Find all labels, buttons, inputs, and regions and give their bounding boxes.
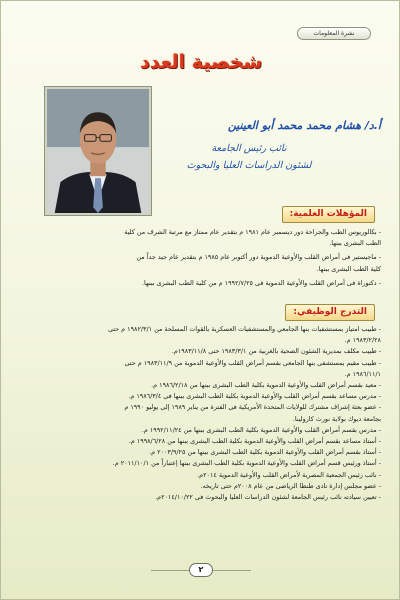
qualification-line: - بكالوريوس الطب والجراحة دور ديسمبر عام ١٩٨١ م بتقدير عام ممتاز مع مرتبة الشرف من كلية [124,228,381,236]
career-line: - أستاذ بقسم أمراض القلب والأوعية الدموية بكلية الطب البشرى ببنها من ٢٠٠٣/٩/٢٥ م. [149,448,381,457]
qualification-line: - ماجيستير فى أمراض القلب والأوعية الدموية دور أكتوبر عام ١٩٨٥ م بتقدير عام جيد جداً من [136,253,381,262]
career-line: - مدرس مساعد بقسم أمراض القلب والأوعية الدموية بكلية الطب البشرى ببنها فى ١٩٨٦/٣/٤ م. [128,392,381,401]
page-title: شخصية العدد [139,51,263,73]
newsletter-tab: نشرة المعلومات [297,27,371,40]
career-line: بجامعة ديوك بولاية نورث كارولينا. [292,414,381,423]
profile-name: أ.د/ هشام محمد محمد أبو العينين [227,119,381,132]
career-list [21,324,381,503]
qualifications-heading: المؤهلات العلمية: [282,206,375,223]
career-line: - أستاذ ورئيس قسم أمراض القلب والأوعية الدموية بكلية الطب البشرى ببنها إعتباراً من ٢٠١١/١٠/١ م. [112,459,381,468]
career-line: - مدرس بقسم أمراض القلب والأوعية الدموية بكلية الطب البشرى ببنها من ١٩٩٢/١١/٢٤ م. [141,425,381,434]
career-line: - عضو بعثة إشراف مشترك للولايات المتحدة الأمريكية فى الفترة من يناير ١٩٨٩ إلى يوليو ١٩٩٠ م [124,403,381,412]
career-line: - أستاذ مساعد بقسم أمراض القلب والأوعية الدموية بكلية الطب البشرى ببنها من ١٩٩٨/٦/٢٨ م. [128,437,381,446]
career-line: ١٩٨٣/٢/٢٨ م. [344,336,381,345]
career-line: - نائب رئيس الجمعية المصرية لأمراض القلب والأوعية الدموية ٢٠١٤م. [197,470,381,479]
portrait-photo [45,87,151,215]
qualifications-list [21,227,381,289]
qualification-line: - دكتوراة فى أمراض القلب والأوعية الدموية فى ١٩٩٢/٧/٢٥ م من كلية الطب البشرى ببنها. [142,278,381,287]
career-line: - معيد بقسم أمراض القلب والأوعية الدموية بكلية الطب البشرى ببنها من ١٩٨٦/٢/١٨ م. [151,381,381,390]
career-line: - تعيين سيادته نائب رئيس الجامعة لشئون الدراسات العليا والبحوث فى ٢٠١٤/١٠/٢٢م. [155,493,381,502]
career-line: - طبيب امتياز بمستشفيات بنها الجامعي والمستشفيات العسكرية بالقوات المسلحة من ١٩٨٢/٣/١ م حتى [107,325,381,333]
profile-block [157,119,381,171]
career-line: - طبيب مكلف بمديرية الشئون الصحية بالغربية من ١٩٨٣/٣/١ حتى ١٩٨٣/١١/٨م. [171,347,381,356]
career-line: ١٩٨٦/١١/١ م. [344,369,381,378]
career-heading: التدرج الوظيفي: [285,304,375,321]
profile-role-detail: لشئون الدراسات العليا والبحوث [186,160,312,171]
profile-role: نائب رئيس الجامعة [211,143,287,154]
page-number: ٢ [189,563,213,577]
career-line: - طبيب مقيم بمستشفى بنها الجامعى بقسم أمراض القلب والأوعية الدموية من ١٩٨٣/١١/٩ م حتى [124,358,381,367]
qualification-line: الطب البشرى ببنها. [329,239,381,248]
qualification-line: كلية الطب البشرى ببنها. [316,264,381,273]
career-line: - عضو مجلس إدارة نادى طنطا الرياضى من عام ٢٠٠٨م حتى تاريخه. [200,481,381,490]
